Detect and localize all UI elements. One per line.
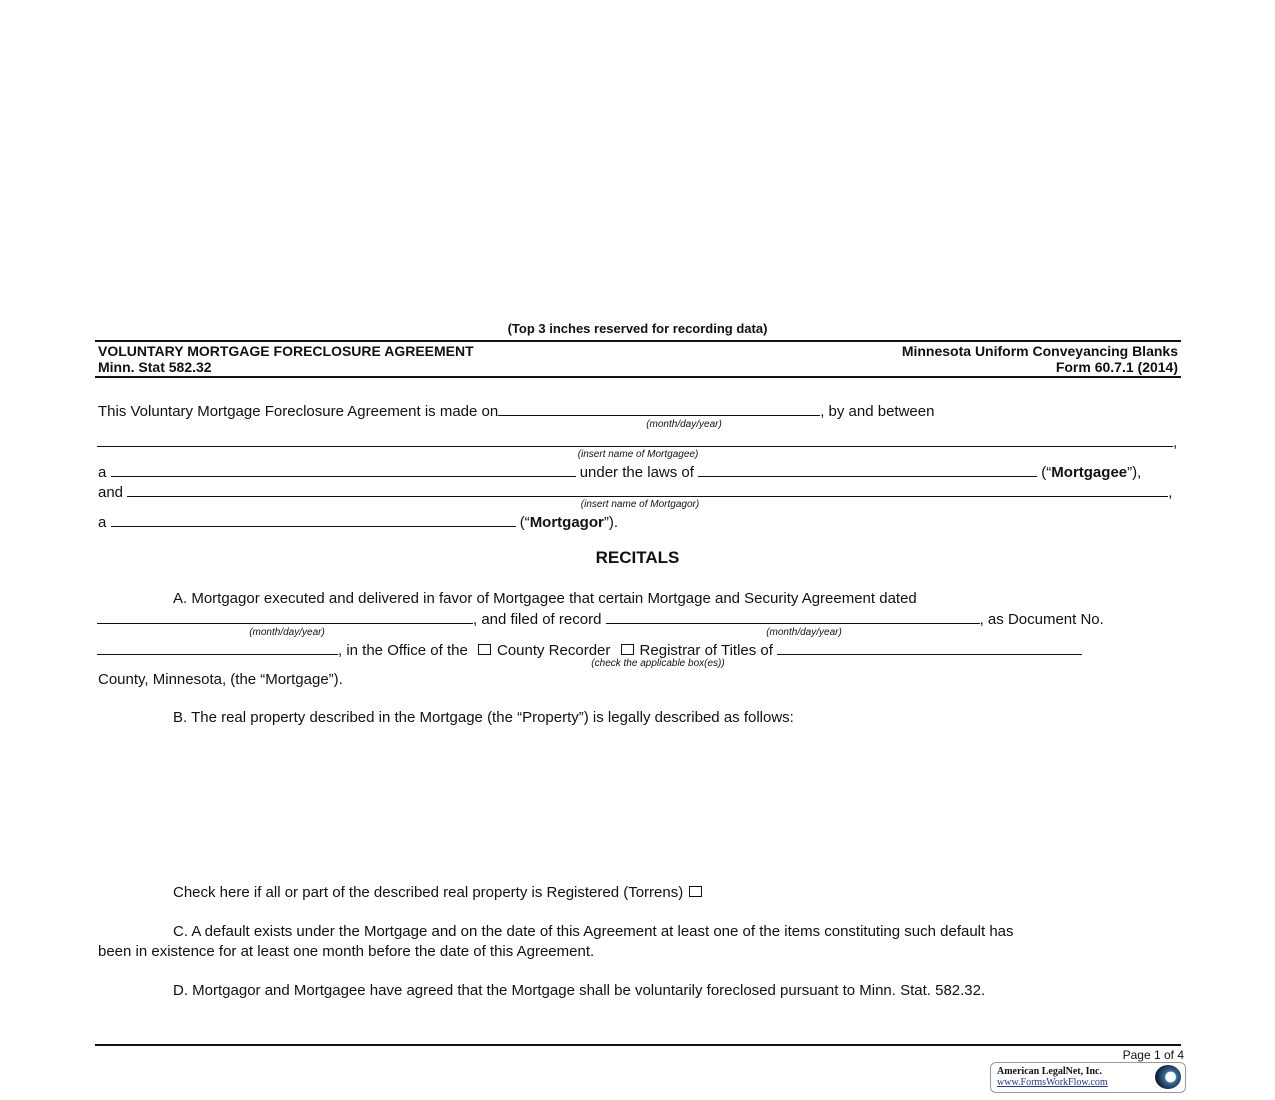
quote: (“: [1041, 464, 1052, 481]
date-hint: (month/day/year): [766, 627, 842, 638]
county-recorder-checkbox[interactable]: [478, 644, 491, 655]
publisher: Minnesota Uniform Conveyancing Blanks: [901, 343, 1178, 359]
mortgagee-entity-type-field[interactable]: [111, 462, 576, 477]
date-hint: (month/day/year): [646, 419, 722, 430]
mortgagor-hint: (insert name of Mortgagor): [580, 499, 700, 510]
filing-date-field[interactable]: [606, 609, 980, 624]
quote: (“: [519, 514, 530, 531]
quote: ”).: [603, 514, 619, 531]
label-under-laws: under the laws of: [579, 464, 694, 481]
agreement-date-field[interactable]: [498, 401, 820, 416]
american-legalnet-logo[interactable]: [990, 1062, 1186, 1093]
mortgagor-entity-field[interactable]: [111, 512, 516, 527]
comma: ,: [1173, 434, 1178, 451]
county-recorder-label: County Recorder: [496, 642, 611, 659]
globe-icon: [1155, 1065, 1181, 1089]
recital-b: B. The real property described in the Mortgage (the “Property”) is legally described as follows:: [173, 709, 794, 726]
torrens-label: Check here if all or part of the described real property is Registered (Torrens): [173, 884, 684, 901]
form-title: VOLUNTARY MORTGAGE FORECLOSURE AGREEMENT: [98, 343, 474, 359]
divider: [95, 376, 1181, 378]
recital-a-county: County, Minnesota, (the “Mortgage”).: [98, 671, 343, 688]
quote: ”),: [1127, 464, 1142, 481]
label-a: a: [98, 514, 107, 531]
mortgagee-term: Mortgagee: [1051, 464, 1128, 481]
registrar-checkbox[interactable]: [621, 644, 634, 655]
comma: ,: [1168, 484, 1173, 501]
torrens-checkbox[interactable]: [689, 886, 702, 897]
mortgagor-name-field[interactable]: [127, 482, 1168, 497]
form-number: Form 60.7.1 (2014): [1055, 359, 1178, 375]
footer-divider: [95, 1044, 1181, 1046]
reserved-note: (Top 3 inches reserved for recording data): [507, 321, 768, 336]
recital-d: D. Mortgagor and Mortgagee have agreed that the Mortgage shall be voluntarily foreclosed pursuant to Minn. Stat. 582.32.: [173, 982, 986, 999]
document-number-field[interactable]: [97, 640, 338, 655]
recital-c-cont: been in existence for at least one month before the date of this Agreement.: [98, 943, 595, 960]
mortgagee-name-field[interactable]: [97, 432, 1173, 447]
page-number: Page 1 of 4: [1122, 1048, 1184, 1062]
intro-text: , by and between: [820, 403, 935, 420]
recital-text: , as Document No.: [979, 611, 1104, 628]
mortgagee-hint: (insert name of Mortgagee): [577, 449, 699, 460]
mortgagor-term: Mortgagor: [529, 514, 604, 531]
recital-text: , in the Office of the: [338, 642, 468, 659]
date-hint: (month/day/year): [249, 627, 325, 638]
recital-c: C. A default exists under the Mortgage and on the date of this Agreement at least one of the items constituting such default has: [173, 923, 1014, 940]
county-field[interactable]: [777, 640, 1082, 655]
logo-url[interactable]: www.FormsWorkFlow.com: [997, 1077, 1108, 1088]
label-and: and: [98, 484, 124, 501]
recital-a: A. Mortgagor executed and delivered in favor of Mortgagee that certain Mortgage and Security Agreement dated: [173, 590, 917, 607]
intro-text: This Voluntary Mortgage Foreclosure Agreement is made on: [98, 403, 499, 420]
label-a: a: [98, 464, 107, 481]
recital-text: , and filed of record: [473, 611, 602, 628]
recitals-heading: RECITALS: [595, 548, 680, 567]
statute: Minn. Stat 582.32: [98, 359, 212, 375]
mortgage-date-field[interactable]: [97, 609, 473, 624]
mortgagee-jurisdiction-field[interactable]: [698, 462, 1037, 477]
check-hint: (check the applicable box(es)): [591, 658, 725, 669]
logo-name: American LegalNet, Inc.: [997, 1066, 1102, 1077]
registrar-label: Registrar of Titles of: [639, 642, 773, 659]
